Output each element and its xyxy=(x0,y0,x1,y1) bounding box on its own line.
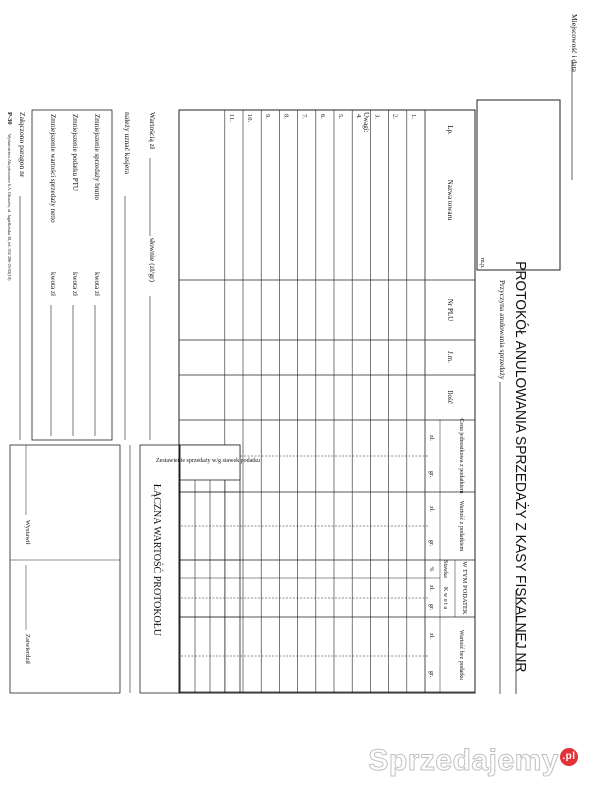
sub-net-gr: gr. xyxy=(428,670,434,678)
reduce-gross-kwota: kwota zł xyxy=(93,272,101,296)
table-row-number: 4. xyxy=(355,114,363,119)
sub-price-zl: zł. xyxy=(428,435,434,441)
watermark-badge: .pl xyxy=(560,748,578,766)
header-price: Cena jednostkowa z podatkiem xyxy=(458,418,464,494)
form-title: PROTOKÓŁ ANULOWANIA SPRZEDAŻY Z KASY FISKALNEJ NR xyxy=(511,261,529,673)
stamp-label: m.p. xyxy=(479,258,485,269)
table-row-number: 11. xyxy=(227,114,235,122)
form-code: P-30 xyxy=(6,112,13,125)
sub-value-zl: zł. xyxy=(428,506,434,512)
cashier-label: należy uznać kasjera xyxy=(123,112,132,175)
place-date-label: Miejscowość i data xyxy=(570,14,579,72)
remarks-label: Uwagi: xyxy=(362,112,370,133)
table-row-number: 3. xyxy=(373,114,381,119)
header-lp: Lp. xyxy=(446,125,454,135)
header-tax: W TYM PODATEK xyxy=(461,561,468,615)
header-name: Nazwa towaru xyxy=(446,179,454,221)
table-row-number: 10. xyxy=(246,114,253,123)
sub-amount-zl: zł. xyxy=(428,585,434,591)
sub-value-gr: gr. xyxy=(428,539,434,547)
watermark xyxy=(368,744,578,778)
table-row-number: 9. xyxy=(264,114,272,119)
sub-rate-pct: % xyxy=(428,566,434,572)
reason-label: Przyczyna anulowania sprzedaży xyxy=(498,280,507,380)
reduce-net-kwota: kwota zł xyxy=(49,272,57,296)
header-amount: K w o t a xyxy=(442,587,448,609)
approved-label: Zatwierdził xyxy=(24,634,31,664)
sub-net-zl: zł. xyxy=(428,633,434,639)
watermark-text: Sprzedajemy xyxy=(368,744,559,777)
table-row-number: 6. xyxy=(318,114,326,119)
header-qty: Ilość xyxy=(446,390,454,404)
header-unit: J.m. xyxy=(446,351,454,363)
summary-label: Zestawienie sprzedaży w/g stawek podatku xyxy=(156,458,260,464)
header-plu: Nr PLU xyxy=(446,298,454,322)
reduce-net-label: Zmniejszenie wartości sprzedaży netto xyxy=(49,114,57,223)
table-row-number: 7. xyxy=(300,114,308,119)
header-net: Wartość bez podatku xyxy=(458,629,464,681)
reduce-ptu-kwota: kwota zł xyxy=(71,272,79,296)
issued-label: Wystawił xyxy=(24,520,31,545)
header-rate: Stawka xyxy=(442,560,448,578)
total-label: ŁĄCZNA WARTOŚĆ PROTOKOŁU xyxy=(151,483,162,637)
reduce-gross-label: Zmniejszenie sprzedaży brutto xyxy=(93,114,101,200)
header-value: Wartość z podatkiem xyxy=(458,500,464,552)
amount-label: Wartością zł xyxy=(148,112,157,150)
publisher: Wydawnictwo Akcydensowe S.A. Głuszów, ul. Jagiellońska 38, tel. 032 206-25-02(10) xyxy=(7,134,12,281)
receipt-label: Załączono paragon nr xyxy=(18,112,27,178)
table-row-number: 1. xyxy=(409,114,417,119)
table-row-number: 2. xyxy=(391,114,399,119)
reduce-ptu-label: Zmniejszenie podatku PTU xyxy=(71,114,79,191)
sub-amount-gr: gr. xyxy=(428,603,434,611)
sub-price-gr: gr. xyxy=(428,470,434,478)
stamp-box xyxy=(477,100,560,270)
table-row-number: 5. xyxy=(337,114,344,119)
table-row-number: 8. xyxy=(282,114,290,119)
words-label: słownie (zł/gr) xyxy=(148,238,157,282)
